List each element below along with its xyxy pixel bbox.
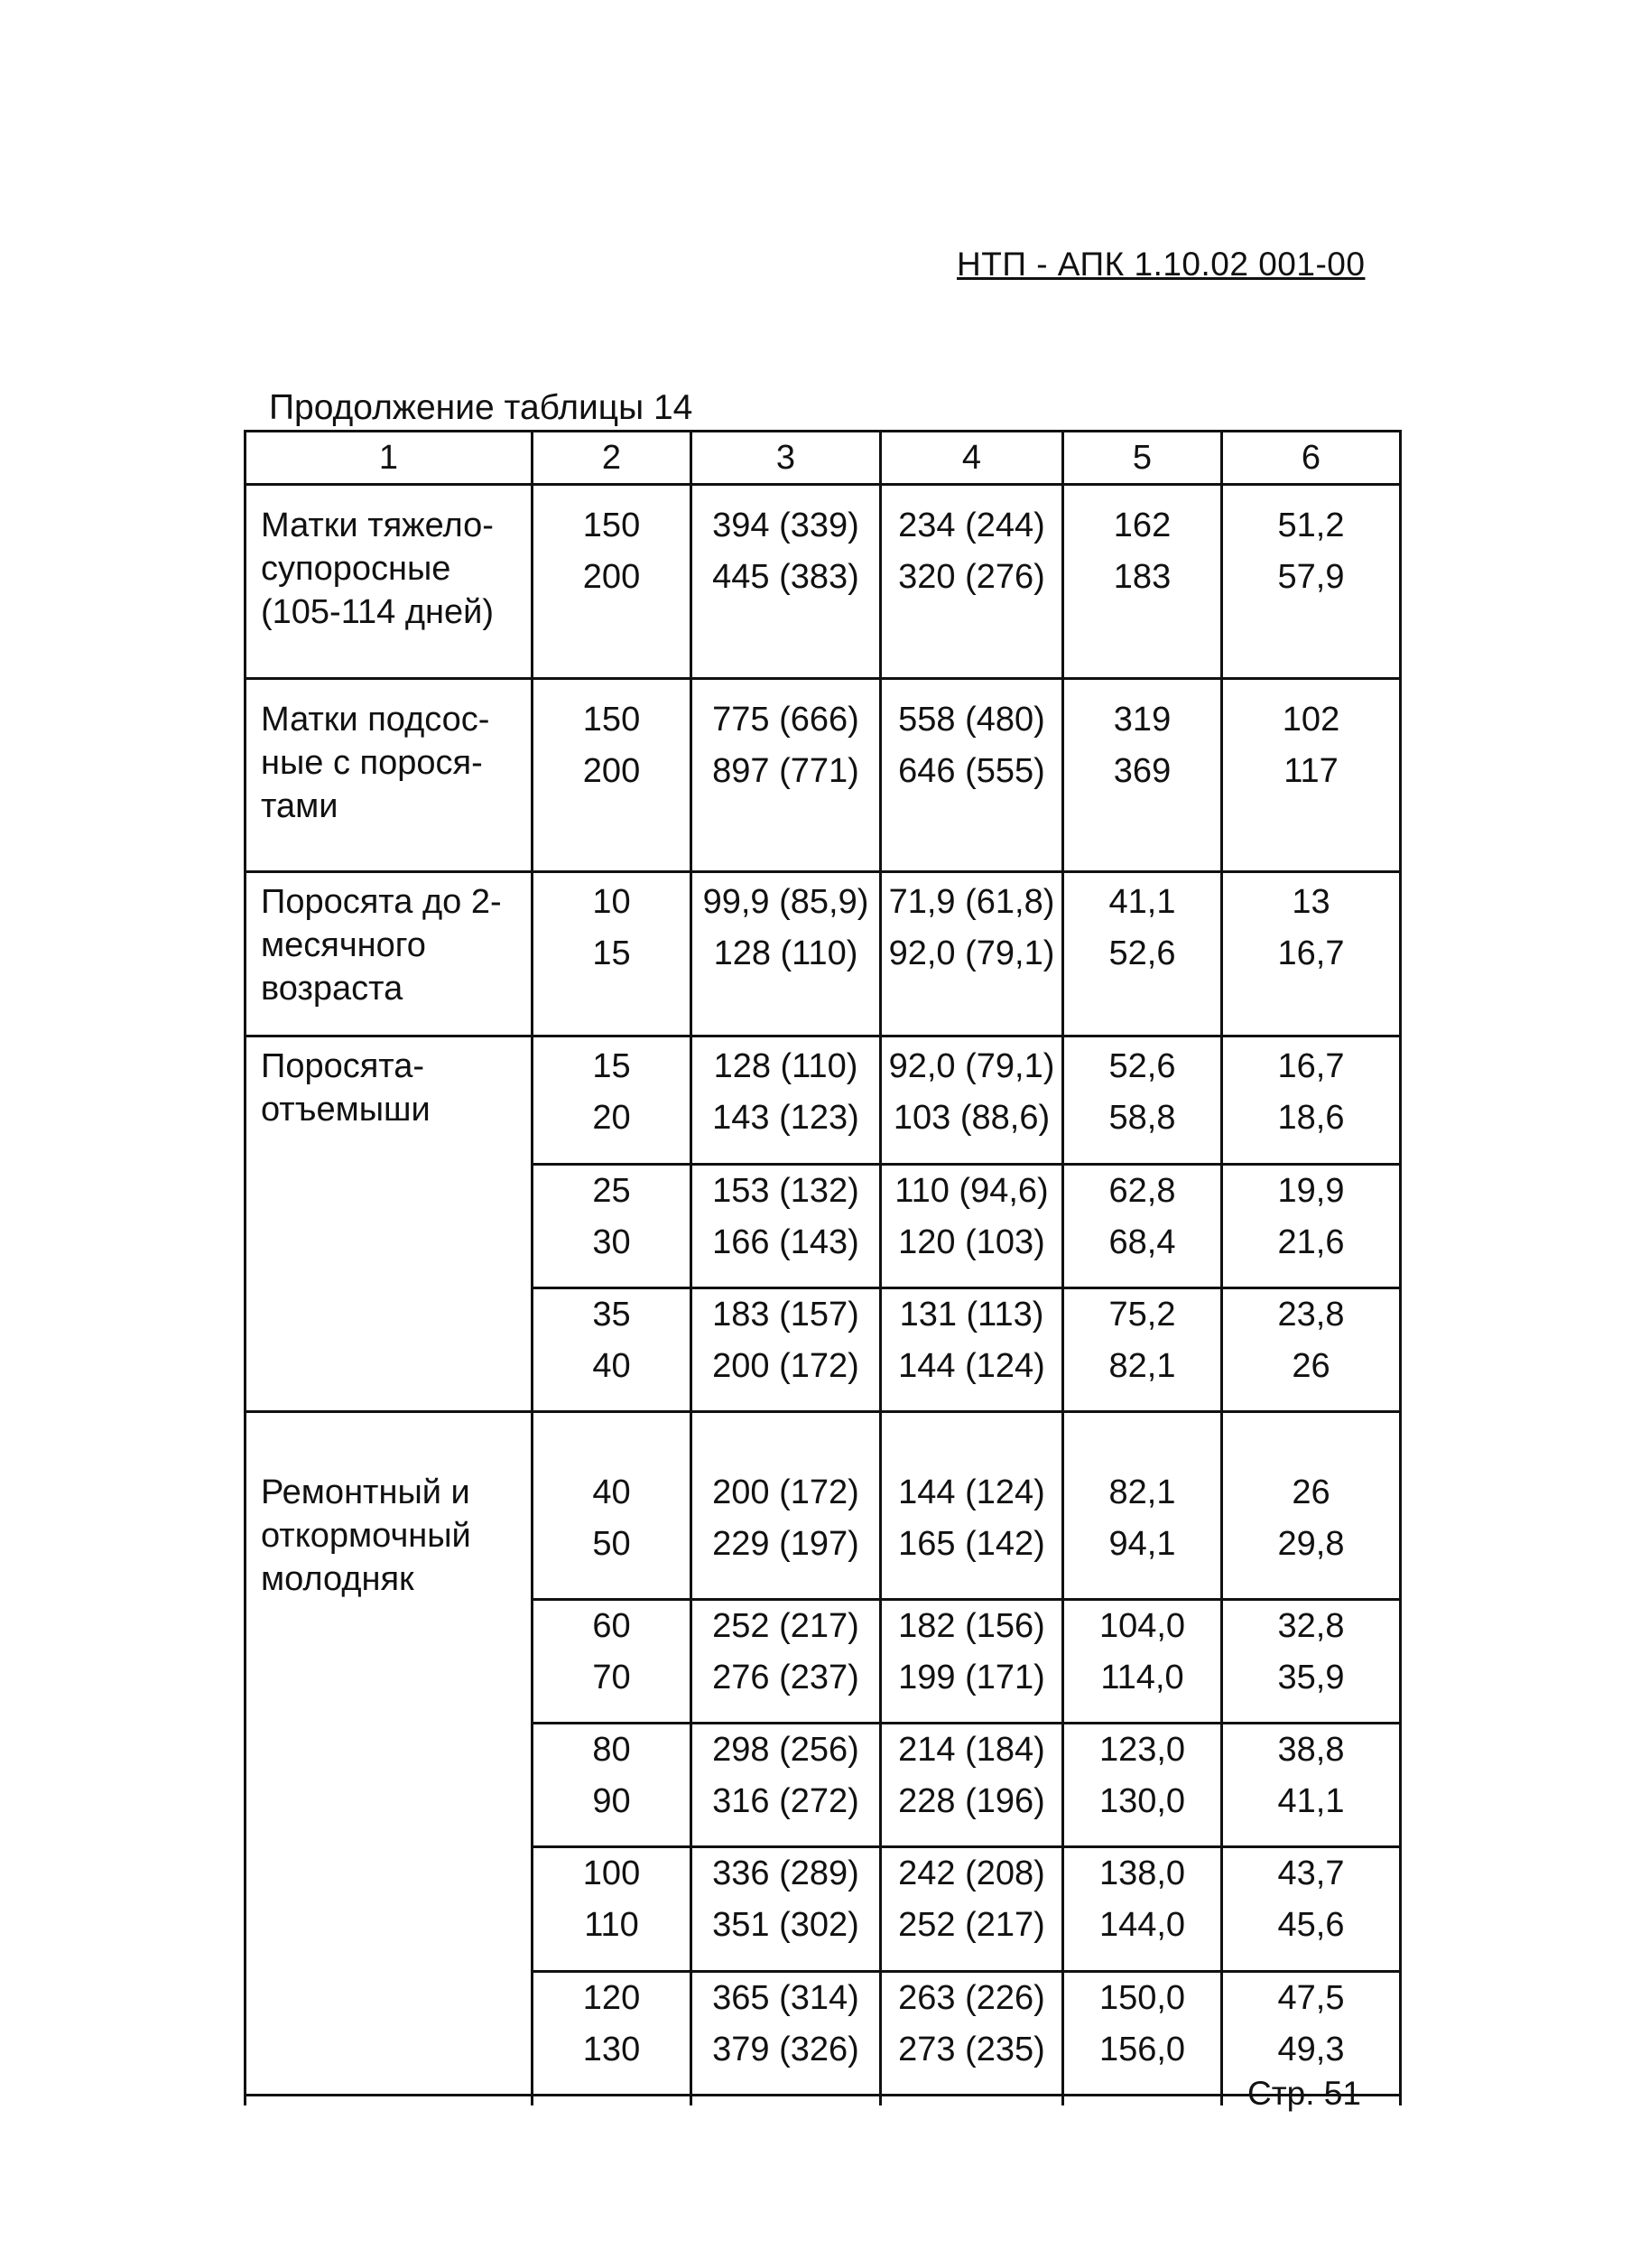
- cell-value: 229 (197): [712, 1525, 859, 1564]
- cell-value: 41,1: [1277, 1782, 1345, 1821]
- value-cell: [1063, 1036, 1222, 1165]
- cell-value: 49,3: [1277, 2030, 1345, 2068]
- cell-value: 150: [582, 700, 641, 739]
- value-cell: [881, 1165, 1063, 1288]
- cell-value: 128 (110): [713, 934, 858, 973]
- value-cell: [1222, 1847, 1401, 1971]
- table-row: [246, 1412, 1401, 1600]
- cell-value: 252 (217): [898, 1906, 1045, 1945]
- value-cell: [533, 678, 691, 872]
- empty-cell: [1063, 2096, 1222, 2106]
- value-cell: [1063, 872, 1222, 1036]
- cell-value: 131 (113): [899, 1296, 1044, 1334]
- value-cell: [691, 1971, 881, 2095]
- value-cell: [691, 1600, 881, 1724]
- cell-value: 150,0: [1098, 1978, 1186, 2017]
- cell-value: 82,1: [1108, 1473, 1176, 1512]
- cell-value: 117: [1283, 751, 1339, 790]
- value-cell: [1222, 485, 1401, 679]
- cell-value: 16,7: [1277, 934, 1345, 973]
- value-cell: [1222, 1724, 1401, 1847]
- cell-value: 138,0: [1098, 1854, 1186, 1893]
- value-cell: [881, 872, 1063, 1036]
- cell-value: 120 (103): [898, 1223, 1045, 1261]
- value-cell: [1222, 1036, 1401, 1165]
- cell-value: 128 (110): [713, 1047, 858, 1086]
- cell-value: 19,9: [1277, 1172, 1345, 1210]
- cell-value: 35,9: [1277, 1659, 1345, 1697]
- cell-value: 162: [1113, 507, 1172, 544]
- group-name-line: ные с порося-: [261, 743, 483, 782]
- cell-value: 150: [582, 507, 641, 544]
- cell-value: 130,0: [1098, 1782, 1186, 1821]
- cell-value: 153 (132): [712, 1172, 859, 1210]
- value-cell: [1063, 1165, 1222, 1288]
- group-name-line: супоросные: [261, 550, 451, 588]
- group-name-line: Поросята-: [261, 1047, 425, 1086]
- cell-value: 379 (326): [712, 2030, 859, 2068]
- cell-value: 52,6: [1108, 1047, 1176, 1086]
- value-cell: [533, 1971, 691, 2095]
- document-code: НТП - АПК 1.10.02 001-00: [957, 246, 1366, 283]
- value-cell: [1222, 1165, 1401, 1288]
- cell-value: 92,0 (79,1): [888, 934, 1055, 973]
- table-row: [246, 485, 1401, 679]
- group-name-line: тами: [261, 786, 338, 825]
- cell-value: 897 (771): [712, 751, 859, 790]
- header-cell: 2: [533, 432, 691, 485]
- header-cell: 5: [1063, 432, 1222, 485]
- row-group-name: [246, 1412, 533, 2096]
- cell-value: 646 (555): [898, 751, 1045, 790]
- cell-value: 70: [592, 1659, 631, 1697]
- cell-value: 273 (235): [898, 2030, 1045, 2068]
- row-group-name: [246, 678, 533, 872]
- cell-value: 144,0: [1098, 1906, 1186, 1945]
- cell-value: 45,6: [1277, 1906, 1345, 1945]
- cell-value: 90: [592, 1782, 631, 1821]
- cell-value: 71,9 (61,8): [888, 883, 1055, 922]
- value-cell: [881, 1600, 1063, 1724]
- cell-value: 183: [1113, 558, 1172, 596]
- cell-value: 52,6: [1108, 934, 1176, 973]
- table-body: [246, 485, 1401, 2106]
- value-cell: [1063, 678, 1222, 872]
- group-name-line: Поросята до 2-: [261, 883, 502, 922]
- table-row: [246, 872, 1401, 1036]
- cell-value: 199 (171): [898, 1659, 1045, 1697]
- cell-value: 99,9 (85,9): [702, 883, 869, 922]
- value-cell: [533, 1600, 691, 1724]
- cell-value: 183 (157): [712, 1296, 859, 1334]
- empty-cell: [533, 2096, 691, 2106]
- cell-value: 47,5: [1277, 1978, 1345, 2017]
- cell-value: 200 (172): [712, 1347, 859, 1386]
- cell-value: 276 (237): [712, 1659, 859, 1697]
- empty-cell: [246, 2096, 533, 2106]
- value-cell: [881, 1412, 1063, 1600]
- cell-value: 16,7: [1277, 1047, 1345, 1086]
- group-name-line: возраста: [261, 970, 403, 1009]
- header-cell: 1: [246, 432, 533, 485]
- cell-value: 166 (143): [712, 1223, 859, 1261]
- table-row: [246, 678, 1401, 872]
- value-cell: [1063, 1600, 1222, 1724]
- cell-value: 365 (314): [712, 1978, 859, 2017]
- cell-value: 51,2: [1277, 507, 1345, 544]
- cell-value: 320 (276): [898, 558, 1045, 596]
- value-cell: [533, 1036, 691, 1165]
- cell-value: 182 (156): [898, 1607, 1045, 1646]
- cell-value: 15: [592, 934, 631, 973]
- cell-value: 120: [582, 1978, 641, 2017]
- page-number: Стр. 51: [1247, 2075, 1361, 2112]
- cell-value: 40: [592, 1347, 631, 1386]
- value-cell: [881, 1724, 1063, 1847]
- cell-value: 123,0: [1098, 1731, 1186, 1770]
- cell-value: 144 (124): [898, 1473, 1045, 1512]
- cell-value: 35: [592, 1296, 631, 1334]
- cell-value: 252 (217): [712, 1607, 859, 1646]
- value-cell: [691, 872, 881, 1036]
- cell-value: 319: [1113, 700, 1172, 739]
- cell-value: 130: [582, 2030, 641, 2068]
- cell-value: 263 (226): [898, 1978, 1045, 2017]
- cell-value: 100: [582, 1854, 641, 1893]
- header-cell: 3: [691, 432, 881, 485]
- cell-value: 29,8: [1277, 1525, 1345, 1564]
- cell-value: 80: [592, 1731, 631, 1770]
- cell-value: 13: [1292, 883, 1330, 922]
- value-cell: [1063, 1412, 1222, 1600]
- group-name-line: месячного: [261, 926, 426, 965]
- cell-value: 32,8: [1277, 1607, 1345, 1646]
- cell-value: 94,1: [1108, 1525, 1176, 1564]
- value-cell: [881, 1288, 1063, 1412]
- group-name-line: Матки тяжело-: [261, 507, 494, 544]
- cell-value: 58,8: [1108, 1099, 1176, 1138]
- cell-value: 214 (184): [898, 1731, 1045, 1770]
- value-cell: [533, 1724, 691, 1847]
- cell-value: 558 (480): [898, 700, 1045, 739]
- cell-value: 92,0 (79,1): [888, 1047, 1055, 1086]
- cell-value: 445 (383): [712, 558, 859, 596]
- cell-value: 200 (172): [712, 1473, 859, 1512]
- value-cell: [691, 485, 881, 679]
- cell-value: 102: [1282, 700, 1340, 739]
- cell-value: 50: [592, 1525, 631, 1564]
- cell-value: 23,8: [1277, 1296, 1345, 1334]
- cell-value: 41,1: [1108, 883, 1176, 922]
- value-cell: [1222, 678, 1401, 872]
- value-cell: [1063, 485, 1222, 679]
- cell-value: 20: [592, 1099, 631, 1138]
- cell-value: 68,4: [1108, 1223, 1176, 1261]
- cell-value: 40: [592, 1473, 631, 1512]
- cell-value: 110: [584, 1906, 639, 1945]
- cell-value: 351 (302): [712, 1906, 859, 1945]
- table-row: [246, 1036, 1401, 1165]
- value-cell: [691, 1036, 881, 1165]
- cell-value: 75,2: [1108, 1296, 1176, 1334]
- value-cell: [691, 678, 881, 872]
- cell-value: 18,6: [1277, 1099, 1345, 1138]
- value-cell: [533, 872, 691, 1036]
- filler-row: [246, 2096, 1401, 2106]
- value-cell: [533, 1847, 691, 1971]
- cell-value: 62,8: [1108, 1172, 1176, 1210]
- value-cell: [1222, 1412, 1401, 1600]
- cell-value: 57,9: [1277, 558, 1345, 596]
- group-name-line: (105-114 дней): [261, 593, 495, 631]
- cell-value: 200: [582, 751, 641, 790]
- row-group-name: [246, 1036, 533, 1412]
- value-cell: [691, 1288, 881, 1412]
- cell-value: 775 (666): [712, 700, 859, 739]
- header-cell: 4: [881, 432, 1063, 485]
- cell-value: 394 (339): [712, 507, 859, 544]
- value-cell: [881, 1847, 1063, 1971]
- table-caption: Продолжение таблицы 14: [269, 388, 693, 427]
- cell-value: 316 (272): [712, 1782, 859, 1821]
- cell-value: 26: [1292, 1473, 1330, 1512]
- group-name-line: Матки подсос-: [261, 700, 490, 739]
- value-cell: [1063, 1724, 1222, 1847]
- value-cell: [691, 1165, 881, 1288]
- empty-cell: [881, 2096, 1063, 2106]
- cell-value: 114,0: [1100, 1659, 1184, 1697]
- empty-cell: [691, 2096, 881, 2106]
- value-cell: [881, 678, 1063, 872]
- cell-value: 228 (196): [898, 1782, 1045, 1821]
- value-cell: [691, 1724, 881, 1847]
- group-name-line: отъемыши: [261, 1091, 431, 1129]
- cell-value: 38,8: [1277, 1731, 1345, 1770]
- cell-value: 104,0: [1098, 1607, 1186, 1646]
- value-cell: [881, 485, 1063, 679]
- cell-value: 82,1: [1108, 1347, 1176, 1386]
- value-cell: [1222, 1288, 1401, 1412]
- cell-value: 15: [592, 1047, 631, 1086]
- value-cell: [533, 1165, 691, 1288]
- cell-value: 103 (88,6): [893, 1099, 1051, 1138]
- group-name-line: молодняк: [261, 1560, 414, 1599]
- cell-value: 200: [582, 558, 641, 596]
- value-cell: [1222, 1600, 1401, 1724]
- value-cell: [1063, 1971, 1222, 2095]
- value-cell: [881, 1036, 1063, 1165]
- data-table: [244, 430, 1402, 2105]
- cell-value: 26: [1292, 1347, 1330, 1386]
- value-cell: [533, 1412, 691, 1600]
- cell-value: 298 (256): [712, 1731, 859, 1770]
- header-cell: 6: [1222, 432, 1401, 485]
- value-cell: [1222, 872, 1401, 1036]
- cell-value: 25: [592, 1172, 631, 1210]
- cell-value: 110 (94,6): [894, 1172, 1049, 1210]
- row-group-name: [246, 872, 533, 1036]
- cell-value: 143 (123): [712, 1099, 859, 1138]
- value-cell: [1063, 1847, 1222, 1971]
- cell-value: 43,7: [1277, 1854, 1345, 1893]
- value-cell: [533, 1288, 691, 1412]
- row-group-name: [246, 485, 533, 679]
- header-row: [246, 432, 1401, 485]
- cell-value: 30: [592, 1223, 631, 1261]
- group-name-line: откормочный: [261, 1517, 471, 1556]
- cell-value: 156,0: [1098, 2030, 1186, 2068]
- cell-value: 242 (208): [898, 1854, 1045, 1893]
- value-cell: [533, 485, 691, 679]
- cell-value: 144 (124): [898, 1347, 1045, 1386]
- value-cell: [881, 1971, 1063, 2095]
- cell-value: 234 (244): [898, 507, 1045, 544]
- value-cell: [691, 1847, 881, 1971]
- value-cell: [1063, 1288, 1222, 1412]
- cell-value: 165 (142): [898, 1525, 1045, 1564]
- cell-value: 60: [592, 1607, 631, 1646]
- group-name-line: Ремонтный и: [261, 1473, 470, 1512]
- cell-value: 336 (289): [712, 1854, 859, 1893]
- cell-value: 10: [592, 883, 631, 922]
- value-cell: [691, 1412, 881, 1600]
- cell-value: 21,6: [1277, 1223, 1345, 1261]
- cell-value: 369: [1113, 751, 1172, 790]
